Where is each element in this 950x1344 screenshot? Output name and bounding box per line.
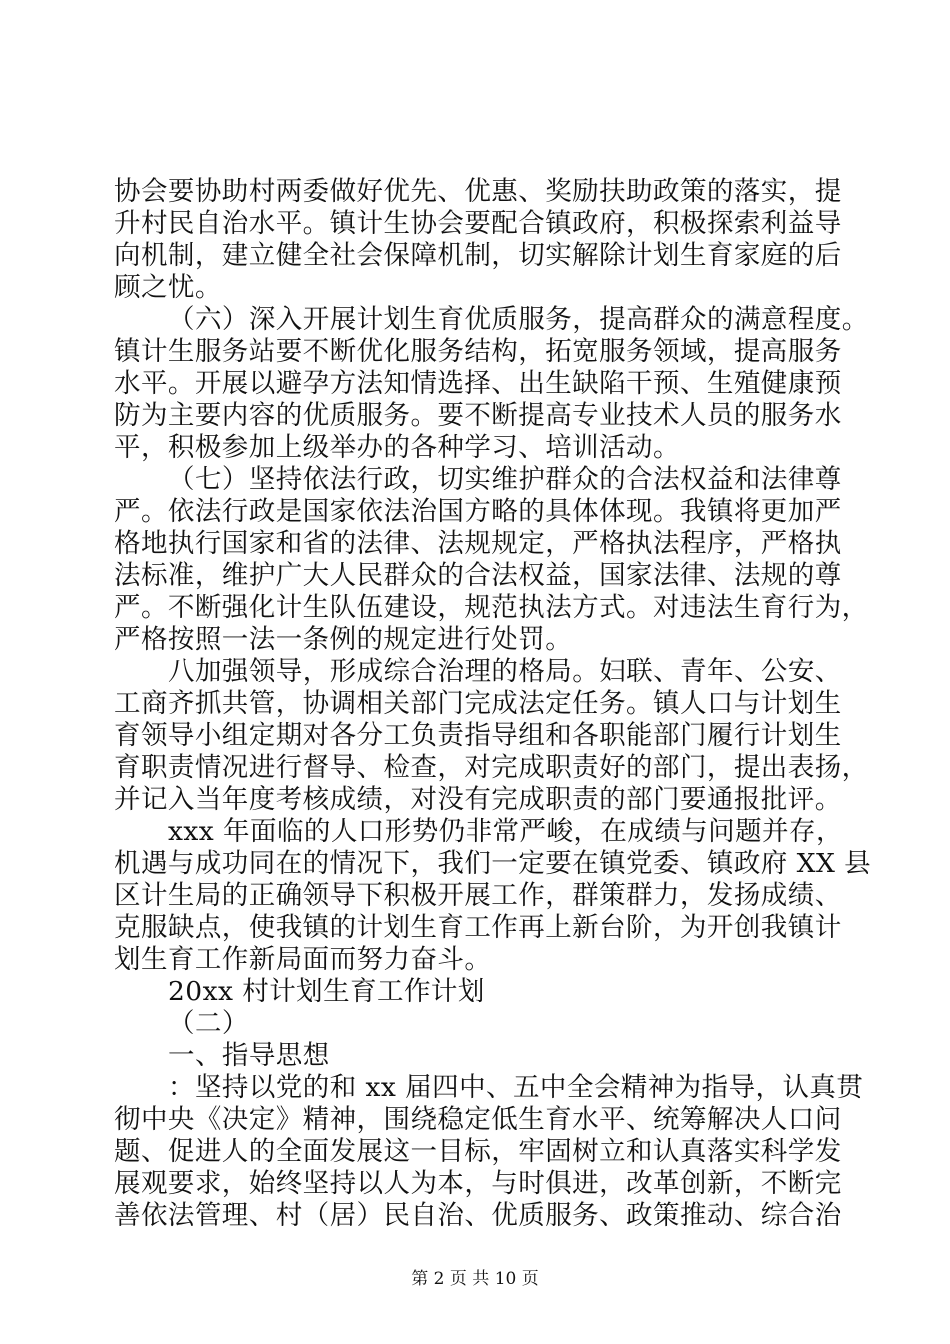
text-line: 协会要协助村两委做好优先、优惠、奖励扶助政策的落实，提 [114, 176, 842, 207]
text-line: 育职责情况进行督导、检查，对完成职责好的部门，提出表扬， [114, 752, 869, 783]
text-line: 机遇与成功同在的情况下，我们一定要在镇党委、镇政府 XX 县 [114, 848, 872, 879]
text-line: 顾之忧。 [114, 272, 222, 303]
paragraph-first-line: ：坚持以党的和 xx 届四中、五中全会精神为指导，认真贯 [168, 1072, 864, 1103]
text-line: 展观要求，始终坚持以人为本，与时俱进，改革创新，不断完 [114, 1168, 842, 1199]
text-line: 升村民自治水平。镇计生协会要配合镇政府，积极探索利益导 [114, 208, 842, 239]
text-line: 镇计生服务站要不断优化服务结构，拓宽服务领域，提高服务 [114, 336, 842, 367]
section-heading: 20xx 村计划生育工作计划 [168, 976, 485, 1007]
text-line: 区计生局的正确领导下积极开展工作，群策群力，发扬成绩、 [114, 880, 842, 911]
paragraph-first-line: （六）深入开展计划生育优质服务，提高群众的满意程度。 [168, 304, 869, 335]
text-line: 工商齐抓共管，协调相关部门完成法定任务。镇人口与计划生 [114, 688, 842, 719]
text-line: 严。依法行政是国家依法治国方略的具体体现。我镇将更加严 [114, 496, 842, 527]
text-line: 并记入当年度考核成绩，对没有完成职责的部门要通报批评。 [114, 784, 842, 815]
text-line: 克服缺点，使我镇的计划生育工作再上新台阶，为开创我镇计 [114, 912, 842, 943]
text-line: 严格按照一法一条例的规定进行处罚。 [114, 624, 573, 655]
paragraph-first-line: 八加强领导，形成综合治理的格局。妇联、青年、公安、 [168, 656, 842, 687]
text-line: 题、促进人的全面发展这一目标，牢固树立和认真落实科学发 [114, 1136, 842, 1167]
text-line: 划生育工作新局面而努力奋斗。 [114, 944, 492, 975]
page-number-footer: 第 2 页 共 10 页 [411, 1269, 539, 1289]
text-line: 善依法管理、村（居）民自治、优质服务、政策推动、综合治 [114, 1200, 842, 1231]
text-line: 法标准，维护广大人民群众的合法权益，国家法律、法规的尊 [114, 560, 842, 591]
text-line: 平，积极参加上级举办的各种学习、培训活动。 [114, 432, 680, 463]
text-line: 向机制，建立健全社会保障机制，切实解除计划生育家庭的后 [114, 240, 842, 271]
text-line: 彻中央《决定》精神，围绕稳定低生育水平、统筹解决人口问 [114, 1104, 842, 1135]
text-line: 育领导小组定期对各分工负责指导组和各职能部门履行计划生 [114, 720, 842, 751]
section-heading: 一、指导思想 [168, 1040, 330, 1071]
text-line: 格地执行国家和省的法律、法规规定，严格执法程序，严格执 [114, 528, 842, 559]
section-subheading: （二） [168, 1008, 249, 1039]
text-line: 严。不断强化计生队伍建设，规范执法方式。对违法生育行为， [114, 592, 869, 623]
text-line: 水平。开展以避孕方法知情选择、出生缺陷干预、生殖健康预 [114, 368, 842, 399]
paragraph-first-line: （七）坚持依法行政，切实维护群众的合法权益和法律尊 [168, 464, 842, 495]
text-line: 防为主要内容的优质服务。要不断提高专业技术人员的服务水 [114, 400, 842, 431]
paragraph-first-line: xxx 年面临的人口形势仍非常严峻，在成绩与问题并存， [168, 816, 843, 847]
